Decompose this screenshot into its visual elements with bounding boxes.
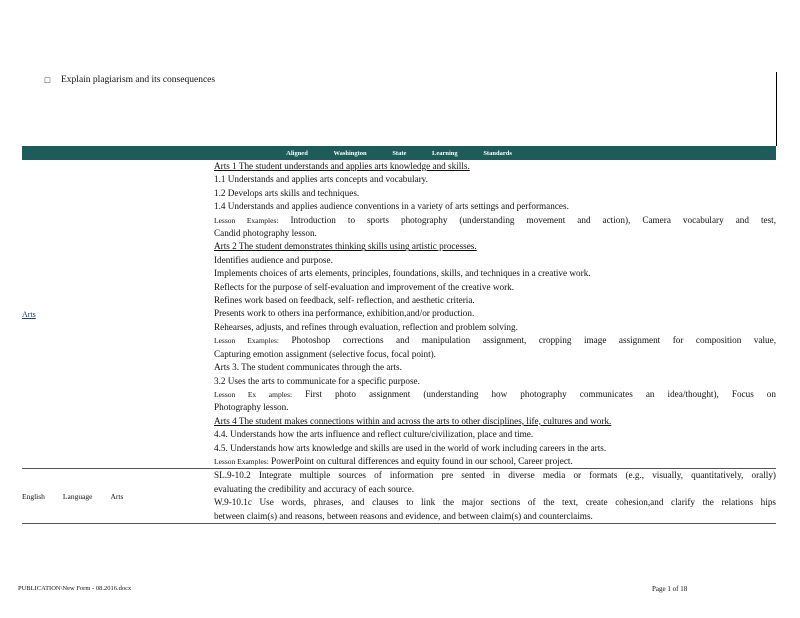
standards-header-cell [22, 146, 776, 160]
header-word: Learning [432, 149, 458, 157]
standard-text: W.9-10.1c Use words, phrases, and clauses to link the major sections of the text, create cohesion,and clarify the relations hips [214, 497, 776, 508]
subject-cell-arts [22, 160, 214, 469]
page-border-line [776, 72, 777, 146]
standard-text: 1.4 Understands and applies audience conventions in a variety of arts settings and performances. [214, 201, 569, 212]
subject-word: Language [62, 491, 93, 501]
standard-line [214, 428, 776, 441]
standard-line [214, 455, 776, 468]
standard-line [214, 334, 776, 347]
standard-text: 4.5. Understands how arts knowledge and skills are used in the world of work including careers in the arts. [214, 442, 607, 453]
standard-line [214, 375, 776, 388]
header-word: Standards [483, 149, 512, 157]
table-row-arts [22, 160, 776, 469]
bullet-text: Explain plagiarism and its consequences [61, 75, 216, 85]
standard-text: Candid photography lesson. [214, 228, 317, 239]
standard-text: Implements choices of arts elements, principles, foundations, skills, and techniques in a creative work. [214, 268, 591, 279]
standard-line [214, 361, 776, 374]
header-word: State [392, 149, 407, 157]
standard-line [214, 267, 776, 280]
standard-text: Identifies audience and purpose. [214, 254, 333, 265]
standard-line [214, 415, 776, 428]
standard-line [214, 388, 776, 401]
lesson-label: Lesson Examples: [214, 336, 279, 346]
standard-text: 1.2 Develops arts skills and techniques. [214, 187, 360, 198]
standard-text: Refines work based on feedback, self- reflection, and aesthetic criteria. [214, 295, 475, 306]
standard-text: 3.2 Uses the arts to communicate for a specific purpose. [214, 375, 420, 386]
standard-line [214, 240, 776, 253]
standard-text: Rehearses, adjusts, and refines through evaluation, reflection and problem solving. [214, 321, 518, 332]
standard-text: 1.1 Understands and applies arts concepts and vocabulary. [214, 174, 428, 185]
standards-header-row [22, 146, 776, 160]
standards-table [22, 146, 776, 524]
standard-text: Photography lesson. [214, 402, 289, 413]
standard-line [214, 294, 776, 307]
table-row-ela [22, 469, 776, 524]
standard-line [214, 227, 776, 240]
standard-text: Reflects for the purpose of self-evaluation and improvement of the creative work. [214, 281, 515, 292]
bullet-item [44, 75, 215, 85]
standard-text: Introduction to sports photography (understanding movement and action), Camera vocabulary and test, [290, 214, 776, 225]
subject-word: Arts [110, 491, 124, 501]
content-cell-arts [214, 160, 776, 469]
subject-link-arts[interactable]: Arts [22, 309, 36, 319]
subject-word: English [22, 491, 45, 501]
standard-text: evaluating the credibility and accuracy of each source. [214, 483, 414, 494]
standard-line [214, 469, 776, 482]
standard-line [214, 496, 776, 509]
standard-line [214, 321, 776, 334]
footer-filename: PUBLICATION\New Form - 08.2016.docx [18, 585, 132, 592]
standard-line [214, 214, 776, 227]
standard-line [214, 442, 776, 455]
standard-text: Arts 2 The student demonstrates thinking skills using artistic processes. [214, 241, 477, 252]
content-cell-ela [214, 469, 776, 524]
lesson-label: Lesson Ex amples: [214, 389, 293, 399]
standard-line [214, 348, 776, 361]
subject-cell-ela [22, 469, 214, 524]
standard-line [214, 200, 776, 213]
standard-line [214, 307, 776, 320]
standard-text: Capturing emotion assignment (selective focus, focal point). [214, 348, 436, 359]
standard-text: between claim(s) and reasons, between reasons and evidence, and between claim(s) and counterclaims. [214, 510, 593, 521]
standard-text: Arts 4 The student makes connections within and across the arts to other disciplines, life, cultures and work. [214, 415, 612, 426]
header-word: Washington [333, 149, 367, 157]
standard-line [214, 510, 776, 523]
standard-text: SL.9-10.2 Integrate multiple sources of information pre sented in diverse media or formats (e.g., visually, quantitatively, orally) [214, 470, 776, 481]
standard-text: Arts 1 The student understands and applies arts knowledge and skills. [214, 161, 470, 171]
standard-text: Presents work to others ina performance, exhibition,and/or production. [214, 308, 475, 319]
standard-line [214, 281, 776, 294]
lesson-label: Lesson Examples: [214, 456, 269, 466]
lesson-label: Lesson Examples: [214, 215, 279, 225]
footer-page-number: Page 1 of 18 [652, 585, 688, 593]
standard-text: Arts 3. The student communicates through the arts. [214, 362, 402, 373]
standard-text: PowerPoint on cultural differences and equity found in our school, Career project. [271, 455, 573, 466]
standard-line [214, 254, 776, 267]
square-bullet-icon: □ [44, 75, 51, 85]
standard-line [214, 187, 776, 200]
standard-text: First photo assignment (understanding how photography communicates an idea/thought), Focus on [305, 388, 776, 399]
standard-line [214, 160, 776, 173]
standard-line [214, 401, 776, 414]
header-word: Aligned [286, 149, 308, 157]
standard-text: Photoshop corrections and manipulation assignment, cropping image assignment for composition value, [291, 335, 776, 346]
standard-line [214, 483, 776, 496]
standard-line [214, 173, 776, 186]
standard-text: 4.4. Understands how the arts influence and reflect culture/civilization, place and time. [214, 429, 534, 440]
